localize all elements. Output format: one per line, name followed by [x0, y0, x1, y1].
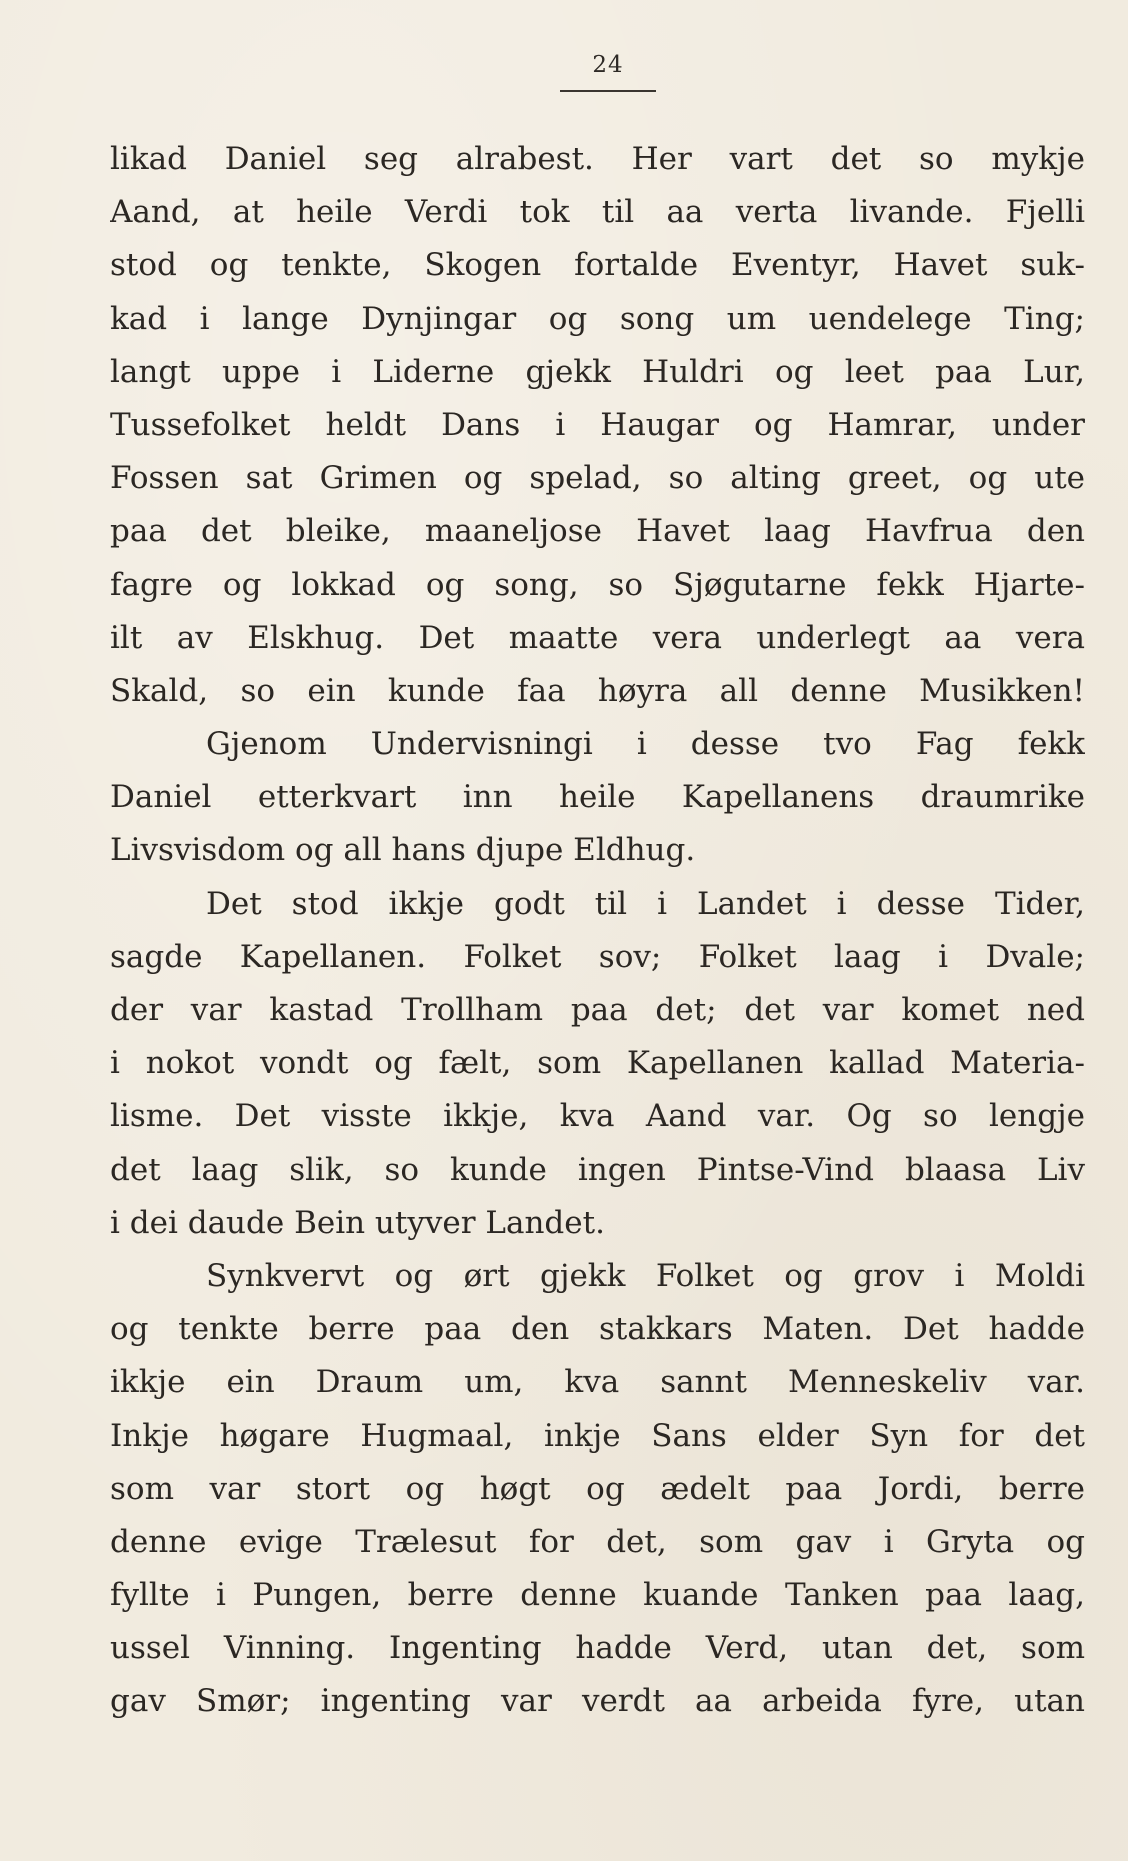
text-line: likad Daniel seg alrabest. Her vart det so mykje [110, 141, 1085, 177]
text-line: Daniel etterkvart inn heile Kapellanens draumrike [110, 779, 1085, 816]
page-number-rule [560, 90, 656, 92]
text-line: ilt av Elskhug. Det maatte vera underlegt aa vera [110, 619, 1085, 656]
text-line: sagde Kapellanen. Folket sov; Folket laag i Dvale; [110, 938, 1085, 975]
text-line: denne evige Trælesut for det, som gav i Gryta og [110, 1523, 1085, 1560]
text-line: det laag slik, so kunde ingen Pintse-Vind blaasa Liv [110, 1151, 1085, 1188]
text-line: ussel Vinning. Ingenting hadde Verd, utan det, som [110, 1630, 1085, 1667]
text-line: Synkvervt og ørt gjekk Folket og grov i Moldi [206, 1257, 1085, 1294]
text-line: lisme. Det visste ikkje, kva Aand var. Og so lengje [110, 1098, 1085, 1135]
page-number: 24 [592, 52, 624, 78]
text-line: Gjenom Undervisningi i desse tvo Fag fekk [206, 726, 1085, 763]
text-line: og tenkte berre paa den stakkars Maten. Det hadde [110, 1311, 1085, 1348]
text-line: i nokot vondt og fælt, som Kapellanen kallad Materia- [110, 1045, 1085, 1082]
text-line: i dei daude Bein utyver Landet. [110, 1204, 605, 1241]
text-line: langt uppe i Liderne gjekk Huldri og leet paa Lur, [110, 353, 1085, 390]
text-line: Tussefolket heldt Dans i Haugar og Hamrar, under [110, 406, 1085, 443]
text-line: fyllte i Pungen, berre denne kuande Tanken paa laag, [110, 1577, 1085, 1614]
text-line: Fossen sat Grimen og spelad, so alting greet, og ute [110, 460, 1085, 497]
text-line: paa det bleike, maaneljose Havet laag Havfrua den [110, 513, 1085, 550]
text-line: fagre og lokkad og song, so Sjøgutarne fekk Hjarte- [110, 566, 1085, 603]
text-line: gav Smør; ingenting var verdt aa arbeida fyre, utan [110, 1683, 1085, 1720]
text-line: Livsvisdom og all hans djupe Eldhug. [110, 832, 696, 869]
body-text [110, 133, 1085, 1729]
text-line: stod og tenkte, Skogen fortalde Eventyr, Havet suk- [110, 247, 1085, 284]
text-line: kad i lange Dynjingar og song um uendelege Ting; [110, 300, 1085, 337]
text-line: der var kastad Trollham paa det; det var komet ned [110, 992, 1085, 1028]
text-line: Inkje høgare Hugmaal, inkje Sans elder Syn for det [110, 1417, 1085, 1454]
text-line: Aand, at heile Verdi tok til aa verta livande. Fjelli [110, 194, 1085, 231]
text-line: som var stort og høgt og ædelt paa Jordi, berre [110, 1470, 1085, 1507]
text-line: ikkje ein Draum um, kva sannt Menneskeliv var. [110, 1364, 1085, 1401]
text-line: Det stod ikkje godt til i Landet i desse Tider, [206, 885, 1085, 922]
text-line: Skald, so ein kunde faa høyra all denne Musikken! [110, 672, 1085, 709]
